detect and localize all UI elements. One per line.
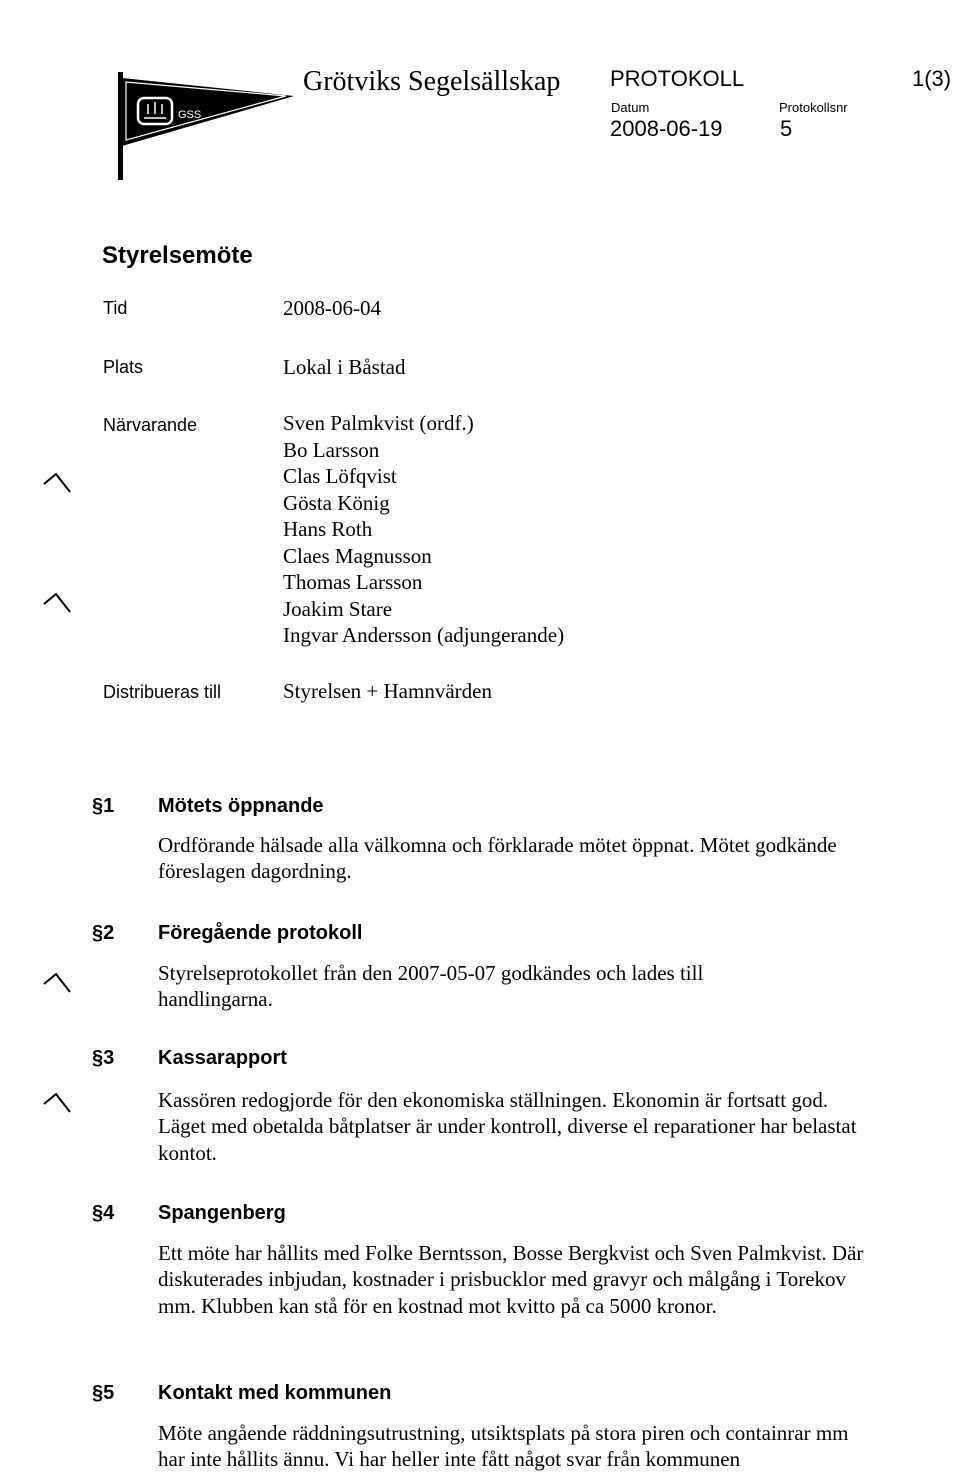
present-label: Närvarande	[103, 415, 198, 435]
section-title: Kassarapport	[158, 1047, 287, 1069]
time-label: Tid	[103, 298, 128, 318]
section-number: §1	[92, 795, 115, 817]
document-type: PROTOKOLL	[610, 66, 745, 91]
page-indicator: 1(3)	[912, 66, 952, 91]
section-number: §4	[92, 1202, 115, 1224]
protocol-number-label: Protokollsnr	[779, 100, 848, 115]
document-date: 2008-06-19	[610, 116, 723, 141]
club-pennant-logo	[108, 66, 298, 182]
page-title: Styrelsemöte	[102, 242, 253, 269]
section-body: Möte angående räddningsutrustning, utsiktsplats på stora piren och containrar mm har inte hållits ännu. Vi har heller inte fått något svar från kommunen	[158, 1421, 849, 1472]
check-mark-icon	[44, 594, 70, 612]
section-title: Mötets öppnande	[158, 795, 324, 817]
section-body: Ordförande hälsade alla välkomna och förklarade mötet öppnat. Mötet godkände föreslagen dagordning.	[158, 833, 837, 884]
attendee: Bo Larsson	[283, 437, 380, 462]
distributed-value: Styrelsen + Hamnvärden	[283, 679, 492, 703]
attendee: Ingvar Andersson (adjungerande)	[283, 623, 565, 647]
attendee: Gösta König	[283, 490, 390, 515]
place-value: Lokal i Båstad	[283, 355, 406, 379]
attendee: Joakim Stare	[283, 596, 393, 621]
section-number: §3	[92, 1047, 115, 1069]
attendee-list	[283, 410, 564, 649]
svg-text:GSS: GSS	[178, 109, 202, 121]
place-label: Plats	[103, 357, 144, 377]
check-mark-icon	[44, 974, 70, 992]
attendee: Clas Löfqvist	[283, 464, 397, 488]
distributed-label: Distribueras till	[103, 682, 222, 702]
attendee: Claes Magnusson	[283, 543, 432, 568]
section-body: Ett möte har hållits med Folke Berntsson, Bosse Bergkvist och Sven Palmkvist. Där diskuterades inbjudan, kostnader i prisbucklor med gravyr och målgång i Torekov mm. Klubben kan stå för en kostnad mot kvitto på ca 5000 kronor.	[158, 1241, 864, 1318]
margin-check-marks	[40, 470, 100, 1030]
section-title: Spangenberg	[158, 1202, 286, 1224]
attendee: Sven Palmkvist (ordf.)	[283, 411, 474, 435]
check-mark-icon	[44, 1094, 70, 1112]
club-name: Grötviks Segelsällskap	[303, 66, 561, 97]
date-label: Datum	[611, 100, 650, 115]
section-number: §5	[92, 1382, 115, 1404]
check-mark-icon	[44, 474, 70, 492]
attendee: Hans Roth	[283, 517, 373, 541]
protocol-number: 5	[780, 116, 793, 141]
margin-check-mark	[40, 1090, 80, 1120]
section-body: Styrelseprotokollet från den 2007-05-07 godkändes och lades till handlingarna.	[158, 961, 704, 1012]
attendee: Thomas Larsson	[283, 570, 423, 594]
section-title: Kontakt med kommunen	[158, 1382, 392, 1404]
section-title: Föregående protokoll	[158, 922, 363, 944]
time-value: 2008-06-04	[283, 296, 381, 320]
section-number: §2	[92, 922, 115, 944]
section-body: Kassören redogjorde för den ekonomiska ställningen. Ekonomin är fortsatt god. Läget med obetalda båtplatser är under kontroll, diverse el reparationer har belastat kontot.	[158, 1088, 857, 1165]
